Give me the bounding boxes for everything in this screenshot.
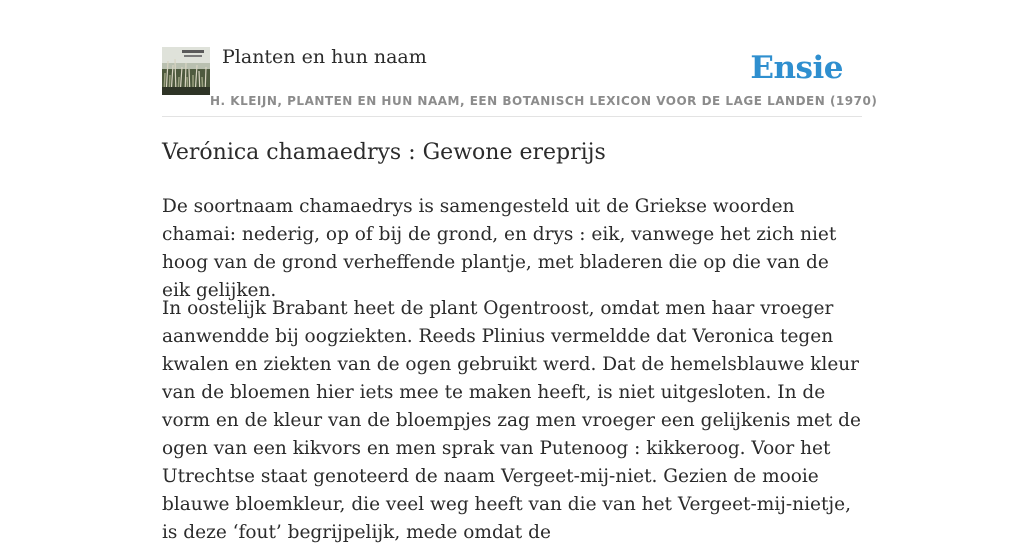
header [162,0,878,117]
book-title[interactable]: Planten en hun naam [222,46,427,68]
source-citation: H. KLEIJN, PLANTEN EN HUN NAAM, EEN BOTANISCH LEXICON VOOR DE LAGE LANDEN (1970) [210,94,878,108]
brand-logo[interactable]: Ensie [750,50,843,86]
entry-title: Verónica chamaedrys : Gewone ereprijs [162,140,606,165]
book-cover-avatar[interactable] [162,47,210,95]
entry-paragraph: In oostelijk Brabant heet de plant Ogentroost, omdat men haar vroeger aanwendde bij oogziekten. Reeds Plinius vermeldde dat Veronica tegen kwalen en ziekten van de ogen gebruikt werd. Dat de hemelsblauwe kleur van de bloemen hier iets mee te maken heeft, is niet uitgesloten. In de vorm en de kleur van de bloempjes zag men vroeger een gelijkenis met de ogen van een kikvors en men sprak van Putenoog : kikkeroog. Voor het Utrechtse staat genoteerd de naam Vergeet-mij-niet. Gezien de mooie blauwe bloemkleur, die veel weg heeft van die van het Vergeet-mij-nietje, is deze ‘fout’ begrijpelijk, mede omdat de [162,298,861,543]
book-cover-plants-icon [162,47,210,95]
entry-paragraph: De soortnaam chamaedrys is samengesteld uit de Griekse woorden chamai: nederig, op of bij de grond, en drys : eik, vanwege het zich niet hoog van de grond verheffende plantje, met bladeren die op die van de eik gelijken. [162,196,837,301]
content-container [162,0,878,543]
